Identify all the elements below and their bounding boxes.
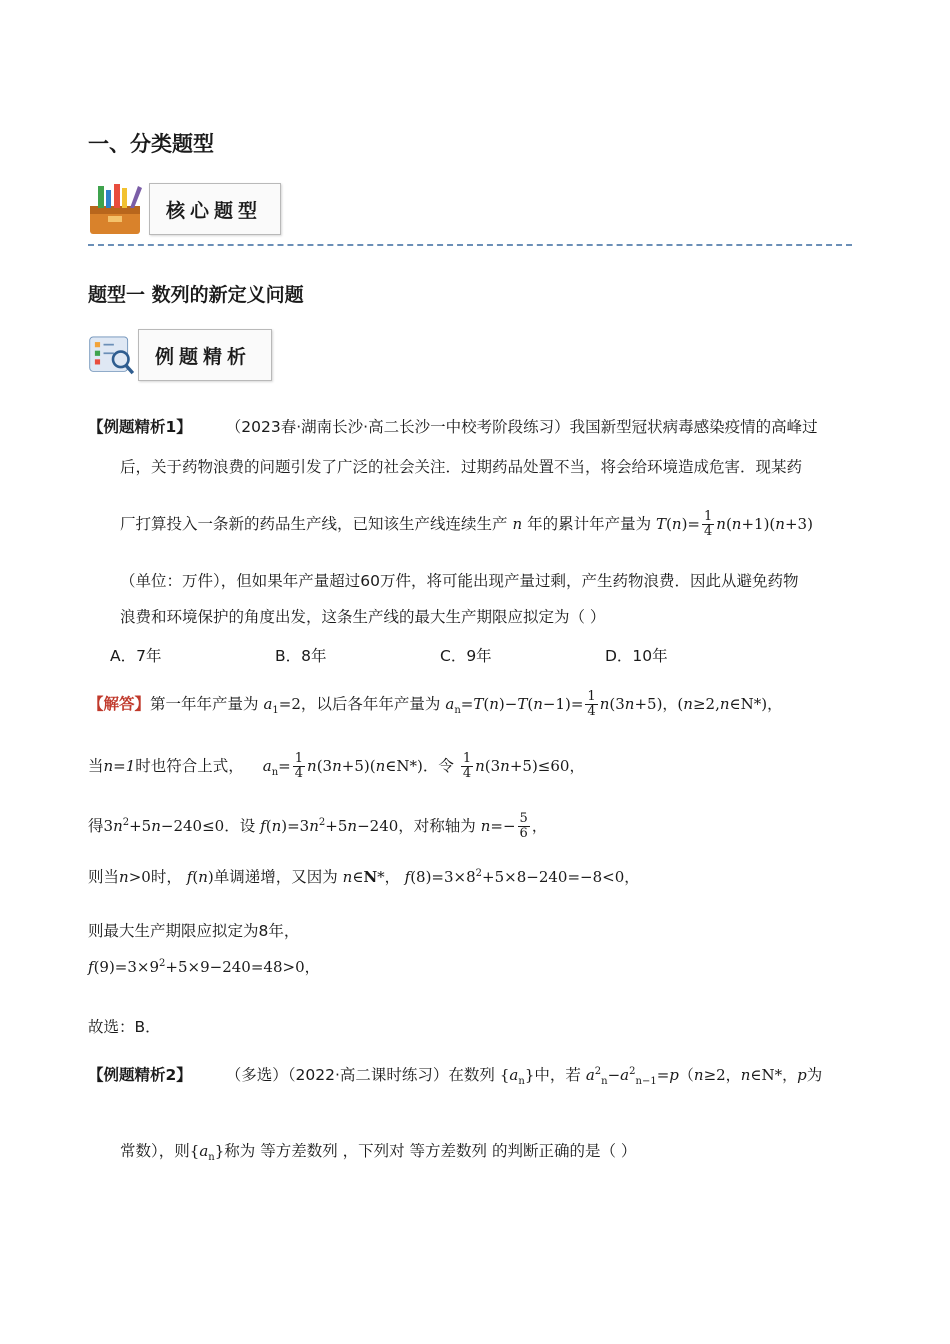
option-d[interactable]: D．10年 — [605, 647, 668, 665]
solution-line3 — [88, 812, 547, 842]
formula-fn: f(n) — [186, 868, 214, 886]
formula-an-general: $a_n=$ $\frac{1}{4}$ n(3n+5)(n∈N*) — [262, 751, 423, 782]
example1-line1 — [88, 416, 818, 439]
solution-text11: 单调递增，又因为 — [213, 868, 338, 886]
formula-quad: $3n^2+5n-240\le 0$ — [103, 816, 225, 835]
formula-nN: n∈N*， — [342, 868, 400, 886]
solution-line7: 故选：B． — [88, 1018, 161, 1036]
solution-line1 — [88, 690, 782, 720]
example-badge-label: 例题精析 — [138, 329, 272, 381]
solution-text7: ．设 — [224, 816, 256, 835]
option-c[interactable]: C．9年 — [440, 647, 492, 665]
solution-line2 — [88, 752, 584, 782]
example1-line2: 后，关于药物浪费的问题引发了广泛的社会关注．过期药品处置不当，将会给环境造成危害．现某药 — [120, 458, 803, 476]
solution-text4: 时也符合上式， — [135, 756, 244, 775]
solution-text6: 得 — [88, 816, 104, 835]
solution-text: 第一年年产量为 — [150, 694, 259, 713]
toolbox-icon — [88, 182, 146, 236]
formula-T: T(n)= $\frac{1}{4}$ n(n+1)(n+3) — [656, 509, 813, 540]
formula-n: n — [512, 514, 523, 533]
solution-line4 — [88, 866, 639, 889]
solution-text8: ，对称轴为 — [398, 816, 476, 835]
example1-text: （2023春·湖南长沙·高二长沙一中校考阶段练习）我国新型冠状病毒感染疫情的高峰过 — [225, 418, 818, 436]
solution-line6 — [88, 956, 320, 979]
magnifier-icon — [88, 328, 138, 382]
example2-line1 — [88, 1064, 822, 1089]
example1-line4: （单位：万件），但如果年产量超过60万件，将可能出现产量过剩，产生药物浪费．因此从避免药物 — [120, 572, 799, 590]
formula-npos: n>0 — [119, 868, 151, 886]
solution-line5: 则最大生产期限应拟定为8年， — [88, 922, 300, 940]
solution-text3: 当 — [88, 756, 104, 775]
example2-text3: 为 — [806, 1066, 823, 1084]
example2-line2 — [120, 1140, 636, 1165]
type-title: 题型一 数列的新定义问题 — [88, 284, 304, 306]
solution-tag: 【解答】 — [88, 694, 151, 713]
section-title: 一、分类题型 — [88, 132, 214, 156]
example1-line5: 浪费和环境保护的角度出发，这条生产线的最大生产期限应拟定为（ ） — [120, 608, 606, 626]
option-b[interactable]: B．8年 — [275, 647, 327, 665]
example1-options — [110, 644, 770, 666]
example1-line3-text2: 年的累计年产量为 — [527, 514, 652, 533]
example2-text5: 称为 等方差数列 ，下列对 等方差数列 的判断正确的是（ ） — [224, 1142, 637, 1160]
formula-f: $f(n)=3n^2+5n-240$ — [260, 816, 399, 835]
formula-n1: n=1 — [103, 756, 136, 775]
formula-axis: n=− $\frac{5}{6}$ ， — [480, 811, 547, 842]
divider — [88, 244, 852, 246]
solution-text5: ．令 — [422, 756, 454, 775]
example1-line3 — [120, 510, 813, 540]
formula-seq: $\{a_n\}$ — [499, 1066, 535, 1087]
formula-seq2: $\{a_n\}$ — [189, 1142, 225, 1163]
example2-text4: 常数），则 — [120, 1142, 190, 1160]
core-badge — [88, 182, 281, 236]
example2-tag: 【例题精析2】 — [88, 1066, 192, 1084]
formula-f8: $f(8)=3\times 8^2+5\times 8-240=-8<0$， — [404, 868, 640, 886]
example2-text: （多选）（2022·高二课时练习）在数列 — [225, 1066, 495, 1084]
example1-tag: 【例题精析1】 — [88, 418, 192, 436]
solution-text10: 时， — [150, 868, 182, 886]
solution-text2: ，以后各年年产量为 — [300, 694, 441, 713]
formula-inequality: $\frac{1}{4}$ n(3n+5)≤60， — [462, 751, 585, 782]
example-badge — [88, 328, 272, 382]
option-a[interactable]: A．7年 — [110, 647, 162, 665]
solution-text9: 则当 — [88, 868, 120, 886]
formula-square-diff: $a^2_n-a^2_{n-1}=p(n\ge 2$，n∈N*，p — [585, 1066, 807, 1087]
core-badge-label: 核心题型 — [149, 183, 281, 235]
formula-a1: $a_1=2$ — [263, 694, 301, 716]
formula-f9: $f(9)=3\times 9^2+5\times 9-240=48>0$， — [88, 958, 320, 976]
example2-text2: 中，若 — [534, 1066, 581, 1084]
example1-line3-text: 厂打算投入一条新的药品生产线，已知该生产线连续生产 — [120, 514, 508, 533]
formula-an: $a_n=T(n)-T(n-1)=$ $\frac{1}{4}$ n(3n+5)，(n≥2,n∈N*)， — [445, 689, 783, 720]
